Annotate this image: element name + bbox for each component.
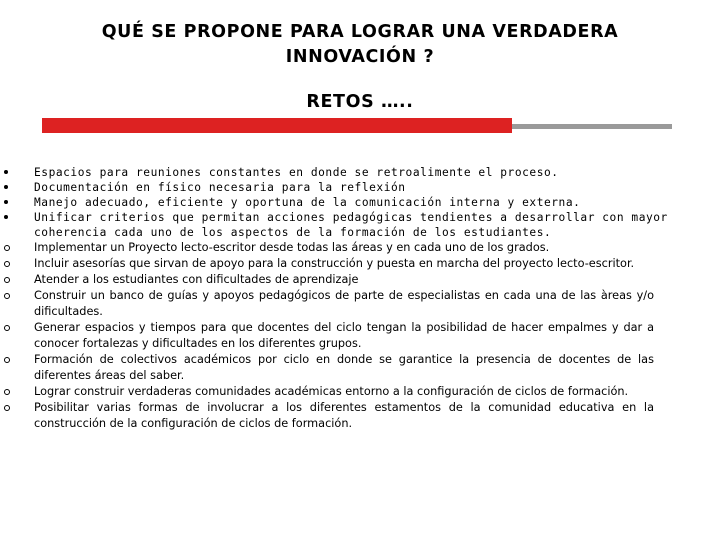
list-item: Generar espacios y tiempos para que docentes del ciclo tengan la posibilidad de hacer empalmes y dar a conocer fortalezas y dificultades en los diferentes grupos.	[0, 320, 654, 352]
bullet-circle-icon	[4, 325, 10, 331]
bullet-list	[0, 165, 720, 432]
title-line-1: QUÉ SE PROPONE PARA LOGRAR UNA VERDADERA	[101, 22, 619, 42]
title-line-2: INNOVACIÓN ?	[285, 47, 435, 67]
bullet-dot-icon	[4, 185, 8, 189]
slide-title	[40, 20, 680, 70]
list-item: Documentación en físico necesaria para la reflexión	[0, 180, 654, 195]
bullet-circle-icon	[4, 261, 10, 267]
accent-bar	[42, 118, 512, 133]
bullet-circle-icon	[4, 277, 10, 283]
list-item: Formación de colectivos académicos por ciclo en donde se garantice la presencia de docentes de las diferentes áreas del saber.	[0, 352, 654, 384]
divider-bar	[512, 124, 672, 129]
bullet-dot-icon	[4, 200, 8, 204]
list-item: Construir un banco de guías y apoyos pedagógicos de parte de especialistas en cada una de las àreas y/o dificultades.	[0, 288, 654, 320]
bullet-circle-icon	[4, 357, 10, 363]
list-item: Unificar criterios que permitan acciones pedagógicas tendientes a desarrollar con mayor	[0, 210, 654, 225]
bullet-circle-icon	[4, 293, 10, 299]
slide-subtitle: RETOS …..	[306, 92, 414, 112]
bullet-circle-icon	[4, 245, 10, 251]
list-item: Lograr construir verdaderas comunidades académicas entorno a la configuración de ciclos de formación.	[0, 384, 654, 400]
bullet-circle-icon	[4, 405, 10, 411]
list-item: Incluir asesorías que sirvan de apoyo para la construcción y puesta en marcha del proyecto lecto-escritor.	[0, 256, 654, 272]
list-item: Atender a los estudiantes con dificultades de aprendizaje	[0, 272, 654, 288]
list-item-continuation: coherencia cada uno de los aspectos de la formación de los estudiantes.	[34, 226, 552, 239]
bullet-dot-icon	[4, 215, 8, 219]
list-item: Implementar un Proyecto lecto-escritor desde todas las áreas y en cada uno de los grados.	[0, 240, 654, 256]
list-item: Posibilitar varias formas de involucrar a los diferentes estamentos de la comunidad educativa en la construcción de la configuración de ciclos de formación.	[0, 400, 654, 432]
list-item: Espacios para reuniones constantes en donde se retroalimente el proceso.	[0, 165, 654, 180]
bullet-circle-icon	[4, 389, 10, 395]
list-item: Manejo adecuado, eficiente y oportuna de la comunicación interna y externa.	[0, 195, 654, 210]
bullet-dot-icon	[4, 170, 8, 174]
